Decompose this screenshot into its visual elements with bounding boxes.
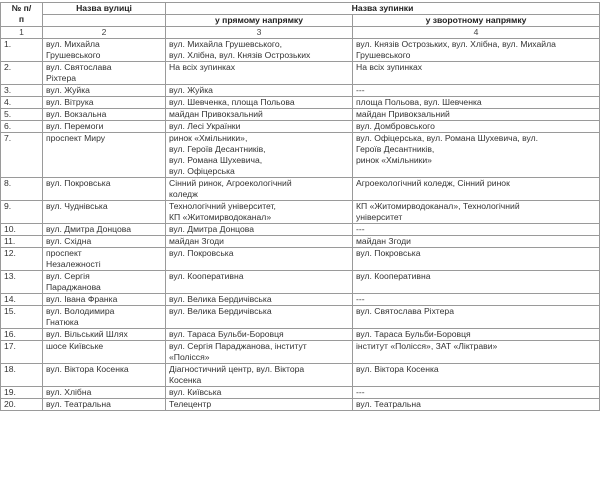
cell-line: На всіх зупинках — [356, 62, 423, 72]
cell-line: вул. Романа Шухевича, — [169, 155, 263, 165]
table-row — [1, 85, 600, 97]
cell-line: вул. Вільський Шлях — [46, 329, 128, 339]
cell-line: вул. Михайла — [46, 39, 100, 49]
table-row — [1, 224, 600, 236]
column-number: 2 — [43, 27, 166, 39]
cell-line: вул. Театральна — [46, 399, 111, 409]
street-header: Назва вулиці — [43, 3, 166, 15]
cell-line: вул. Офіцерська, вул. Романа Шухевича, вул. — [356, 133, 539, 143]
column-number-row — [1, 27, 600, 39]
cell-line: Ріхтера — [46, 73, 77, 83]
street-cell — [43, 364, 166, 387]
table-row — [1, 39, 600, 62]
backward-stops-cell — [353, 133, 600, 178]
cell-line: вул. Хлібна, вул. Князів Острозьких — [169, 50, 311, 60]
cell-line: вул. Володимира — [46, 306, 115, 316]
cell-line: вул. Князів Острозьких, вул. Хлібна, вул. Михайла — [356, 39, 556, 49]
forward-stops-cell — [166, 248, 353, 271]
cell-line: вул. Лесі Українки — [169, 121, 241, 131]
cell-line: вул. Покровська — [356, 248, 421, 258]
street-cell — [43, 121, 166, 133]
cell-line: Незалежності — [46, 259, 101, 269]
row-number: 14. — [1, 294, 43, 306]
cell-line: вул. Київська — [169, 387, 222, 397]
row-number: 6. — [1, 121, 43, 133]
cell-line: вул. Покровська — [46, 178, 111, 188]
cell-line: вул. Івана Франка — [46, 294, 118, 304]
forward-stops-cell — [166, 39, 353, 62]
cell-line: Параджанова — [46, 282, 101, 292]
row-number: 7. — [1, 133, 43, 178]
backward-stops-cell — [353, 364, 600, 387]
forward-stops-cell — [166, 97, 353, 109]
cell-line: вул. Святослава — [46, 62, 112, 72]
row-number: 3. — [1, 85, 43, 97]
table-row — [1, 329, 600, 341]
backward-stops-cell — [353, 341, 600, 364]
cell-line: майдан Привокзальний — [169, 109, 263, 119]
backward-stops-cell — [353, 201, 600, 224]
backward-stops-cell — [353, 236, 600, 248]
backward-stops-cell — [353, 224, 600, 236]
number-header-line2: п — [18, 14, 25, 24]
cell-line: вул. Кооперативна — [169, 271, 244, 281]
cell-line: вул. Вокзальна — [46, 109, 107, 119]
cell-line: Телецентр — [169, 399, 212, 409]
header-row-2 — [1, 15, 600, 27]
street-cell — [43, 109, 166, 121]
table-row — [1, 271, 600, 294]
cell-line: вул. Героїв Десантників, — [169, 144, 266, 154]
table-row — [1, 294, 600, 306]
cell-line: вул. Домбровського — [356, 121, 435, 131]
table-row — [1, 109, 600, 121]
cell-line: вул. Шевченка, площа Польова — [169, 97, 295, 107]
backward-stops-cell — [353, 387, 600, 399]
street-cell — [43, 399, 166, 411]
number-header — [1, 3, 43, 27]
backward-stops-cell — [353, 178, 600, 201]
number-header-line1: № п/ — [11, 3, 32, 13]
cell-line: вул. Кооперативна — [356, 271, 431, 281]
cell-line: --- — [356, 294, 365, 304]
street-cell — [43, 306, 166, 329]
row-number: 18. — [1, 364, 43, 387]
street-cell — [43, 248, 166, 271]
column-number: 4 — [353, 27, 600, 39]
street-cell — [43, 133, 166, 178]
table-row — [1, 201, 600, 224]
row-number: 17. — [1, 341, 43, 364]
stops-table — [0, 2, 600, 411]
cell-line: вул. Михайла Грушевського, — [169, 39, 283, 49]
cell-line: вул. Віктора Косенка — [46, 364, 129, 374]
cell-line: Сінний ринок, Агроекологічний — [169, 178, 292, 188]
stop-header: Назва зупинки — [166, 3, 600, 15]
table-row — [1, 341, 600, 364]
cell-line: Діагностичний центр, вул. Віктора — [169, 364, 305, 374]
row-number: 15. — [1, 306, 43, 329]
backward-stops-cell — [353, 329, 600, 341]
table-row — [1, 62, 600, 85]
cell-line: майдан Згоди — [356, 236, 411, 246]
cell-line: вул. Театральна — [356, 399, 421, 409]
backward-stops-cell — [353, 121, 600, 133]
cell-line: вул. Дмитра Донцова — [169, 224, 254, 234]
cell-line: вул. Покровська — [169, 248, 234, 258]
cell-line: майдан Привокзальний — [356, 109, 450, 119]
table-row — [1, 387, 600, 399]
row-number: 5. — [1, 109, 43, 121]
cell-line: --- — [356, 85, 365, 95]
row-number: 8. — [1, 178, 43, 201]
cell-line: вул. Велика Бердичівська — [169, 294, 272, 304]
street-header-spacer — [43, 15, 166, 27]
row-number: 20. — [1, 399, 43, 411]
forward-stops-cell — [166, 341, 353, 364]
cell-line: --- — [356, 387, 365, 397]
table-row — [1, 178, 600, 201]
row-number: 4. — [1, 97, 43, 109]
forward-stops-cell — [166, 109, 353, 121]
table-row — [1, 133, 600, 178]
cell-line: вул. Сергія — [46, 271, 90, 281]
backward-stops-cell — [353, 248, 600, 271]
cell-line: вул. Вітрука — [46, 97, 94, 107]
table-row — [1, 399, 600, 411]
cell-line: «Полісся» — [169, 352, 210, 362]
row-number: 11. — [1, 236, 43, 248]
cell-line: вул. Жуйка — [169, 85, 213, 95]
street-cell — [43, 236, 166, 248]
forward-stops-cell — [166, 133, 353, 178]
forward-stops-cell — [166, 306, 353, 329]
row-number: 10. — [1, 224, 43, 236]
cell-line: вул. Дмитра Донцова — [46, 224, 131, 234]
cell-line: Грушевського — [356, 50, 411, 60]
backward-stops-cell — [353, 85, 600, 97]
cell-line: вул. Східна — [46, 236, 92, 246]
street-cell — [43, 39, 166, 62]
cell-line: вул. Велика Бердичівська — [169, 306, 272, 316]
cell-line: Героїв Десантників, — [356, 144, 435, 154]
street-cell — [43, 62, 166, 85]
table-row — [1, 236, 600, 248]
table-row — [1, 248, 600, 271]
forward-stops-cell — [166, 294, 353, 306]
cell-line: ринок «Хмільники», — [169, 133, 248, 143]
backward-stops-cell — [353, 271, 600, 294]
header-row-1 — [1, 3, 600, 15]
forward-stops-cell — [166, 364, 353, 387]
street-cell — [43, 271, 166, 294]
cell-line: площа Польова, вул. Шевченка — [356, 97, 482, 107]
backward-stops-cell — [353, 306, 600, 329]
row-number: 2. — [1, 62, 43, 85]
cell-line: вул. Святослава Ріхтера — [356, 306, 454, 316]
cell-line: вул. Хлібна — [46, 387, 92, 397]
backward-stops-cell — [353, 97, 600, 109]
cell-line: шосе Київське — [46, 341, 104, 351]
street-cell — [43, 294, 166, 306]
forward-stops-cell — [166, 236, 353, 248]
cell-line: вул. Жуйка — [46, 85, 90, 95]
street-cell — [43, 178, 166, 201]
forward-stops-cell — [166, 121, 353, 133]
forward-header: у прямому напрямку — [166, 15, 353, 27]
table-body — [1, 39, 600, 411]
cell-line: вул. Віктора Косенка — [356, 364, 439, 374]
table-row — [1, 121, 600, 133]
row-number: 9. — [1, 201, 43, 224]
row-number: 12. — [1, 248, 43, 271]
street-cell — [43, 341, 166, 364]
cell-line: вул. Тараса Бульби-Боровця — [356, 329, 471, 339]
street-cell — [43, 97, 166, 109]
column-number: 1 — [1, 27, 43, 39]
forward-stops-cell — [166, 399, 353, 411]
row-number: 1. — [1, 39, 43, 62]
forward-stops-cell — [166, 62, 353, 85]
cell-line: Грушевського — [46, 50, 101, 60]
row-number: 19. — [1, 387, 43, 399]
forward-stops-cell — [166, 178, 353, 201]
table-row — [1, 97, 600, 109]
forward-stops-cell — [166, 329, 353, 341]
forward-stops-cell — [166, 201, 353, 224]
cell-line: коледж — [169, 189, 198, 199]
cell-line: Косенка — [169, 375, 202, 385]
cell-line: Технологічний університет, — [169, 201, 276, 211]
backward-stops-cell — [353, 399, 600, 411]
backward-stops-cell — [353, 62, 600, 85]
row-number: 13. — [1, 271, 43, 294]
backward-header: у зворотному напрямку — [353, 15, 600, 27]
backward-stops-cell — [353, 39, 600, 62]
cell-line: майдан Згоди — [169, 236, 224, 246]
forward-stops-cell — [166, 387, 353, 399]
cell-line: вул. Чуднівська — [46, 201, 108, 211]
cell-line: ринок «Хмільники» — [356, 155, 432, 165]
street-cell — [43, 224, 166, 236]
cell-line: вул. Сергія Параджанова, інститут — [169, 341, 307, 351]
row-number: 16. — [1, 329, 43, 341]
cell-line: Гнатюка — [46, 317, 79, 327]
cell-line: проспект Миру — [46, 133, 106, 143]
cell-line: На всіх зупинках — [169, 62, 236, 72]
cell-line: --- — [356, 224, 365, 234]
street-cell — [43, 329, 166, 341]
cell-line: вул. Офіцерська — [169, 166, 235, 176]
cell-line: КП «Житомирводоканал», Технологічний — [356, 201, 520, 211]
street-cell — [43, 201, 166, 224]
cell-line: Агроекологічний коледж, Сінний ринок — [356, 178, 510, 188]
forward-stops-cell — [166, 224, 353, 236]
cell-line: університет — [356, 212, 403, 222]
backward-stops-cell — [353, 109, 600, 121]
cell-line: вул. Тараса Бульби-Боровця — [169, 329, 284, 339]
cell-line: проспект — [46, 248, 82, 258]
backward-stops-cell — [353, 294, 600, 306]
street-cell — [43, 387, 166, 399]
cell-line: інститут «Полісся», ЗАТ «Ліктрави» — [356, 341, 498, 351]
street-cell — [43, 85, 166, 97]
table-row — [1, 306, 600, 329]
forward-stops-cell — [166, 85, 353, 97]
table-row — [1, 364, 600, 387]
column-number: 3 — [166, 27, 353, 39]
cell-line: КП «Житомирводоканал» — [169, 212, 272, 222]
cell-line: вул. Перемоги — [46, 121, 104, 131]
forward-stops-cell — [166, 271, 353, 294]
